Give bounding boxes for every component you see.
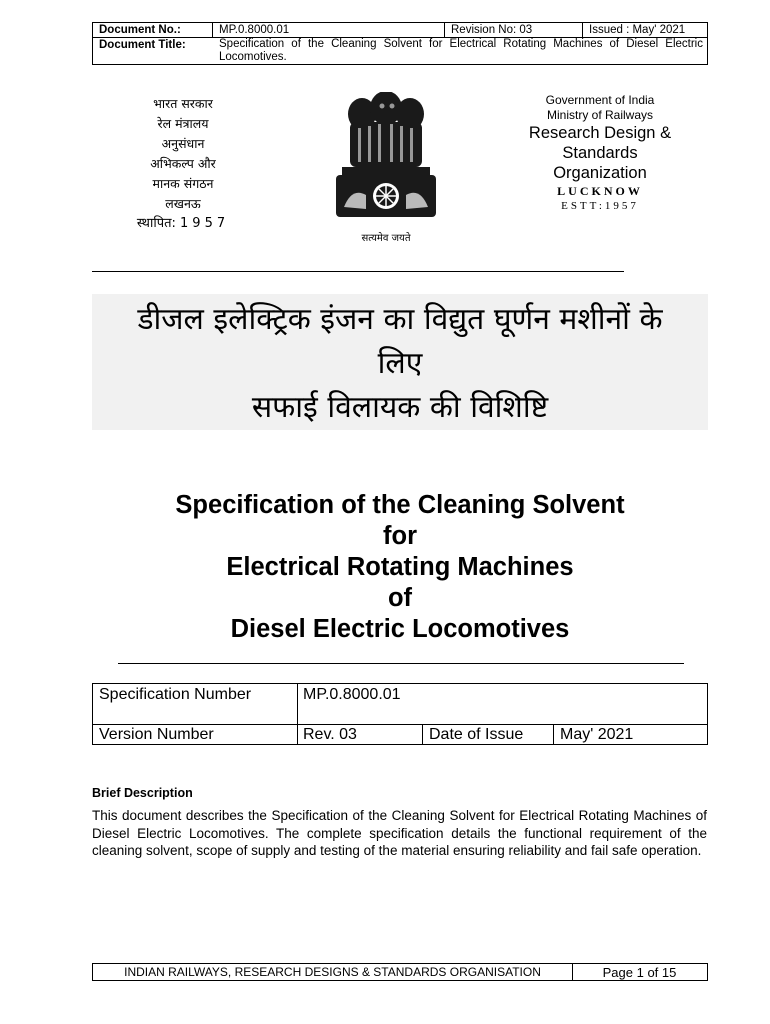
hindi-line: लखनऊ [165,196,201,211]
hindi-line: रेल मंत्रालय [157,116,209,131]
header-divider [92,271,624,272]
hindi-title-line: लिए [377,346,423,381]
spec-number-label: Specification Number [99,686,252,703]
org-line: Organization [553,164,647,182]
english-letterhead [510,93,690,213]
hindi-letterhead [108,94,258,234]
hindi-title [92,294,708,430]
title-line: Diesel Electric Locomotives [230,615,570,643]
date-of-issue-value: May' 2021 [560,726,634,743]
table-col-divider [553,724,554,745]
title-divider [118,663,684,664]
title-line: for [383,522,417,550]
org-line: Standards [562,144,638,162]
english-title [92,490,708,645]
table-col-divider [422,724,423,745]
doc-title-label: Document Title: [99,39,186,51]
version-value: Rev. 03 [303,726,357,743]
title-line: of [387,584,413,612]
emblem-motto: सत्यमेव जयते [361,233,411,244]
established-year: ESTT:1957 [561,200,639,212]
hindi-line: मानक संगठन [152,176,214,191]
version-label: Version Number [99,726,214,743]
hindi-line: भारत सरकार [153,96,213,111]
org-line: Research Design & [528,124,672,142]
header-row [93,23,707,38]
specification-table [92,683,708,745]
title-line: Electrical Rotating Machines [226,553,574,581]
date-of-issue-label: Date of Issue [429,726,524,743]
issued-date: Issued : May' 2021 [589,24,686,36]
doc-title-value: Specification of the Cleaning Solvent for Electrical Rotating Machines of Diesel Electric Locomotives. [219,38,703,63]
hindi-title-line: डीजल इलेक्ट्रिक इंजन का विद्युत घूर्णन मशीनों के [137,302,663,337]
brief-description-text: This document describes the Specification of the Cleaning Solvent for Electrical Rotating Machines of Diesel Electric Locomotives. The complete specification details the functional requirement of the cleaning solvent, scope of supply and testing of the material ensuring reliability and fail safe operation. [92,808,707,858]
hindi-established [108,214,258,234]
hindi-est-year: 1957 [180,216,230,231]
city-name: LUCKNOW [557,184,643,198]
hindi-line: अभिकल्प और [150,156,216,171]
document-header-table [92,22,708,65]
ministry-name: Ministry of Railways [546,108,654,122]
page-footer [92,963,708,981]
hindi-title-line: सफाई विलायक की विशिष्टि [251,390,549,425]
revision-no: Revision No: 03 [445,23,583,37]
doc-no-label: Document No.: [93,23,213,37]
gov-name: Government of India [545,93,655,107]
doc-no-value: MP.0.8000.01 [213,23,445,37]
footer-org: INDIAN RAILWAYS, RESEARCH DESIGNS & STANDARDS ORGANISATION [93,964,573,980]
page-number: Page 1 of 15 [602,965,677,980]
brief-description-heading: Brief Description [92,786,193,800]
table-row-divider [93,724,707,725]
title-line: Specification of the Cleaning Solvent [175,491,625,519]
spec-number-value: MP.0.8000.01 [303,686,401,703]
hindi-line: अनुसंधान [161,136,205,151]
hindi-est-label: स्थापित: [136,216,176,231]
national-emblem-icon [332,92,440,252]
table-col-divider [297,684,298,744]
